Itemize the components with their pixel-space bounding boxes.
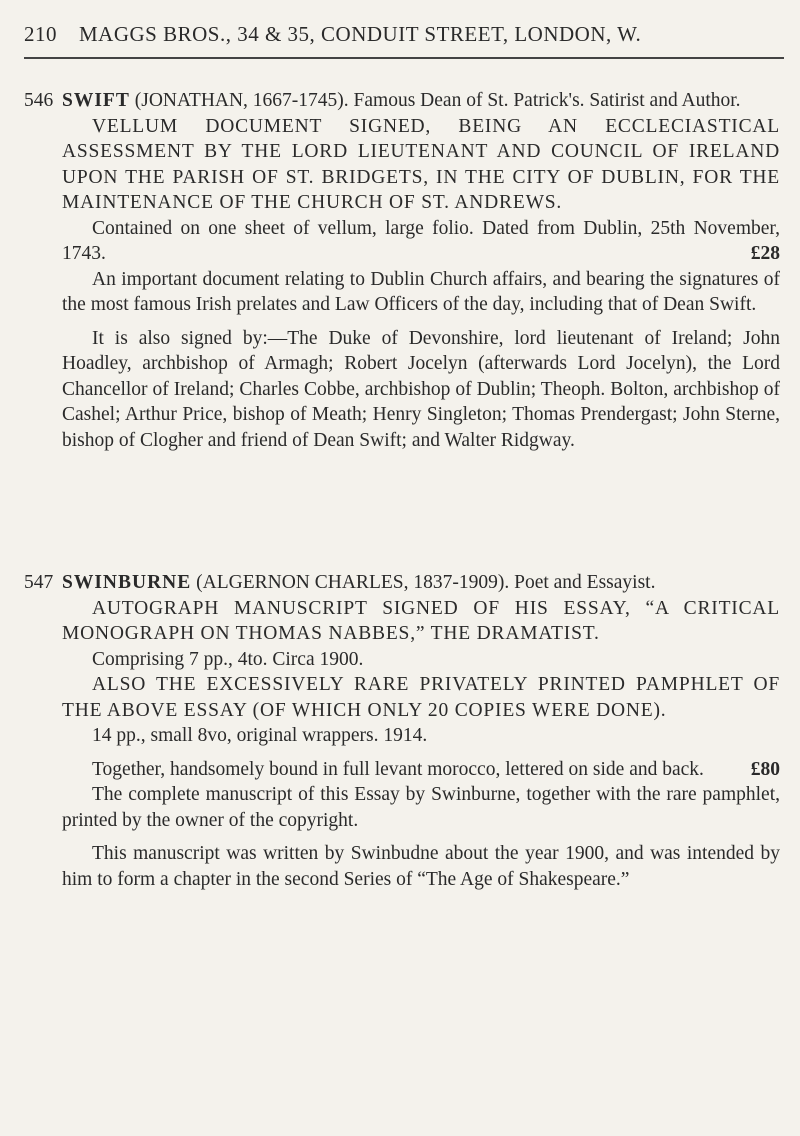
entry-number: 546	[24, 90, 54, 111]
entry-paragraph: It is also signed by:—The Duke of Devonshire, lord lieutenant of Ireland; John Hoadley, archbishop of Armagh; Robert Jocelyn (afterwards Lord Jocelyn), the Lord Chancellor of Ireland; Charles Cobbe, archbishop of Dublin; Theoph. Bolton, archbishop of Cashel; Arthur Price, bishop of Meath; Henry Singleton; Thomas Prendergast; John Sterne, bishop of Clogher and friend of Dean Swift; and Walter Ridgway.	[62, 327, 780, 451]
entry-author: SWIFT	[62, 90, 130, 111]
entry-title: VELLUM DOCUMENT SIGNED, BEING AN ECCLECIASTICAL ASSESSMENT BY THE LORD LIEUTENANT AND COUNCIL OF IRELAND UPON THE PARISH OF ST. BRIDGETS, IN THE CITY OF DUBLIN, FOR THE MAINTENANCE OF THE CHURCH OF ST. ANDREWS.	[62, 115, 780, 213]
entry-heading	[24, 88, 780, 114]
entry-price: £28	[750, 243, 780, 264]
publisher-line: MAGGS BROS., 34 & 35, CONDUIT STREET, LONDON, W.	[79, 22, 642, 46]
entry-body	[62, 596, 780, 893]
entry-binding: Together, handsomely bound in full levant morocco, lettered on side and back.	[92, 758, 704, 780]
entry-description: Contained on one sheet of vellum, large folio. Dated from Dublin, 25th November, 1743.	[62, 217, 780, 264]
entry-author: SWINBURNE	[62, 572, 192, 593]
page-number: 210	[24, 22, 57, 46]
entry-body	[62, 114, 780, 454]
entry-also-title: ALSO THE EXCESSIVELY RARE PRIVATELY PRINTED PAMPHLET OF THE ABOVE ESSAY (OF WHICH ONLY 20 COPIES WERE DONE).	[62, 674, 780, 721]
entry-heading-rest: (JONATHAN, 1667-1745). Famous Dean of St. Patrick's. Satirist and Author.	[134, 90, 741, 111]
entry-also-description: 14 pp., small 8vo, original wrappers. 1914.	[92, 725, 428, 746]
entry-description: Comprising 7 pp., 4to. Circa 1900.	[92, 648, 364, 670]
catalogue-entry	[24, 88, 780, 453]
entry-number: 547	[24, 572, 54, 593]
entry-title: AUTOGRAPH MANUSCRIPT SIGNED OF HIS ESSAY, “A CRITICAL MONOGRAPH ON THOMAS NABBES,” THE DRAMATIST.	[62, 597, 780, 644]
entry-paragraph: An important document relating to Dublin Church affairs, and bearing the signatures of the most famous Irish prelates and Law Officers of the day, including that of Dean Swift.	[62, 268, 780, 315]
entry-paragraph: The complete manuscript of this Essay by Swinburne, together with the rare pamphlet, printed by the owner of the copyright.	[62, 784, 780, 831]
entry-price: £80	[750, 758, 780, 780]
entry-paragraph: This manuscript was written by Swinbudne about the year 1900, and was intended by him to form a chapter in the second Series of “The Age of Shakespeare.”	[62, 843, 780, 890]
catalogue-entry	[24, 570, 780, 892]
entry-heading-rest: (ALGERNON CHARLES, 1837-1909). Poet and Essayist.	[196, 572, 656, 593]
page-header	[24, 22, 784, 59]
entry-heading	[24, 570, 780, 596]
